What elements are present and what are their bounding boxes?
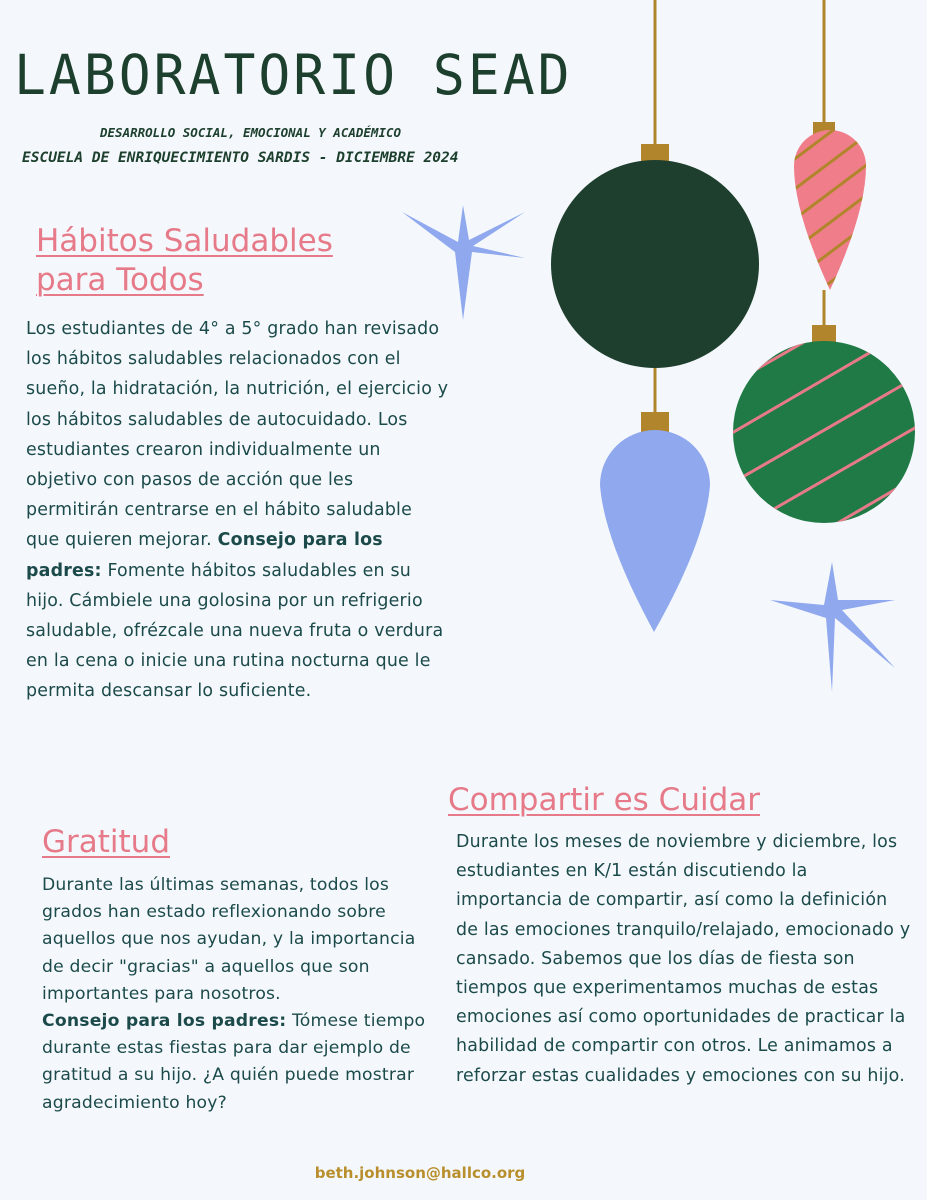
gratitud-text: Durante las últimas semanas, todos los grados han estado reflexionando sobre aquellos que nos ayudan, y la importancia de decir "gracias" a aquellos que son importantes para nosotros. <box>42 875 416 1004</box>
section-heading-compartir: Compartir es Cuidar <box>448 782 760 818</box>
gratitud-tip-text: Tómese tiempo durante estas fiestas para dar ejemplo de gratitud a su hijo. ¿A quién puede mostrar agradecimiento hoy? <box>42 1011 426 1113</box>
star-icon <box>402 205 525 320</box>
gratitud-tip-label: Consejo para los padres: <box>42 1011 287 1032</box>
section-body-gratitud <box>42 872 442 1117</box>
habitos-tip-label: Consejo para los padres: <box>26 530 383 581</box>
dark-green-ornament <box>551 144 759 368</box>
section-heading-habitos: Hábitos Saludables para Todos <box>36 223 333 298</box>
pink-ornament <box>780 110 880 320</box>
section-body-habitos <box>26 314 451 707</box>
star-icon <box>770 562 895 692</box>
habitos-tip-text: Fomente hábitos saludables en su hijo. Cámbiele una golosina por un refrigerio saludable, ofrézcale una nueva fruta o verdura en la cena o inicie una rutina nocturna que le permita descansar lo suficiente. <box>26 560 444 702</box>
green-striped-ornament <box>720 310 927 600</box>
habitos-text: Los estudiantes de 4° a 5° grado han revisado los hábitos saludables relacionados con el sueño, la hidratación, la nutrición, el ejercicio y los hábitos saludables de autocuidado. Los estudiantes crearon individualmente un objetivo con pasos de acción que les permitirán centrarse en el hábito saludable que quieren mejorar. <box>26 319 449 551</box>
blue-ornament <box>600 412 710 632</box>
page-title: LABORATORIO SEAD <box>14 43 573 108</box>
page-subtitle: DESARROLLO SOCIAL, EMOCIONAL Y ACADÉMICO <box>100 125 402 140</box>
section-body-compartir: Durante los meses de noviembre y diciembre, los estudiantes en K/1 están discutiendo la importancia de compartir, así como la definición de las emociones tranquilo/relajado, emocionado y cansado. Sabemos que los días de fiesta son tiempos que experimentamos muchas de estas emociones así como oportunidades de practicar la habilidad de compartir con otros. Le animamos a reforzar estas cualidades y emociones con su hijo. <box>456 832 911 1086</box>
section-heading-gratitud: Gratitud <box>42 824 171 860</box>
school-date-line: ESCUELA DE ENRIQUECIMIENTO SARDIS - DICIEMBRE 2024 <box>22 150 459 166</box>
contact-email-link[interactable]: beth.johnson@hallco.org <box>314 1164 526 1182</box>
